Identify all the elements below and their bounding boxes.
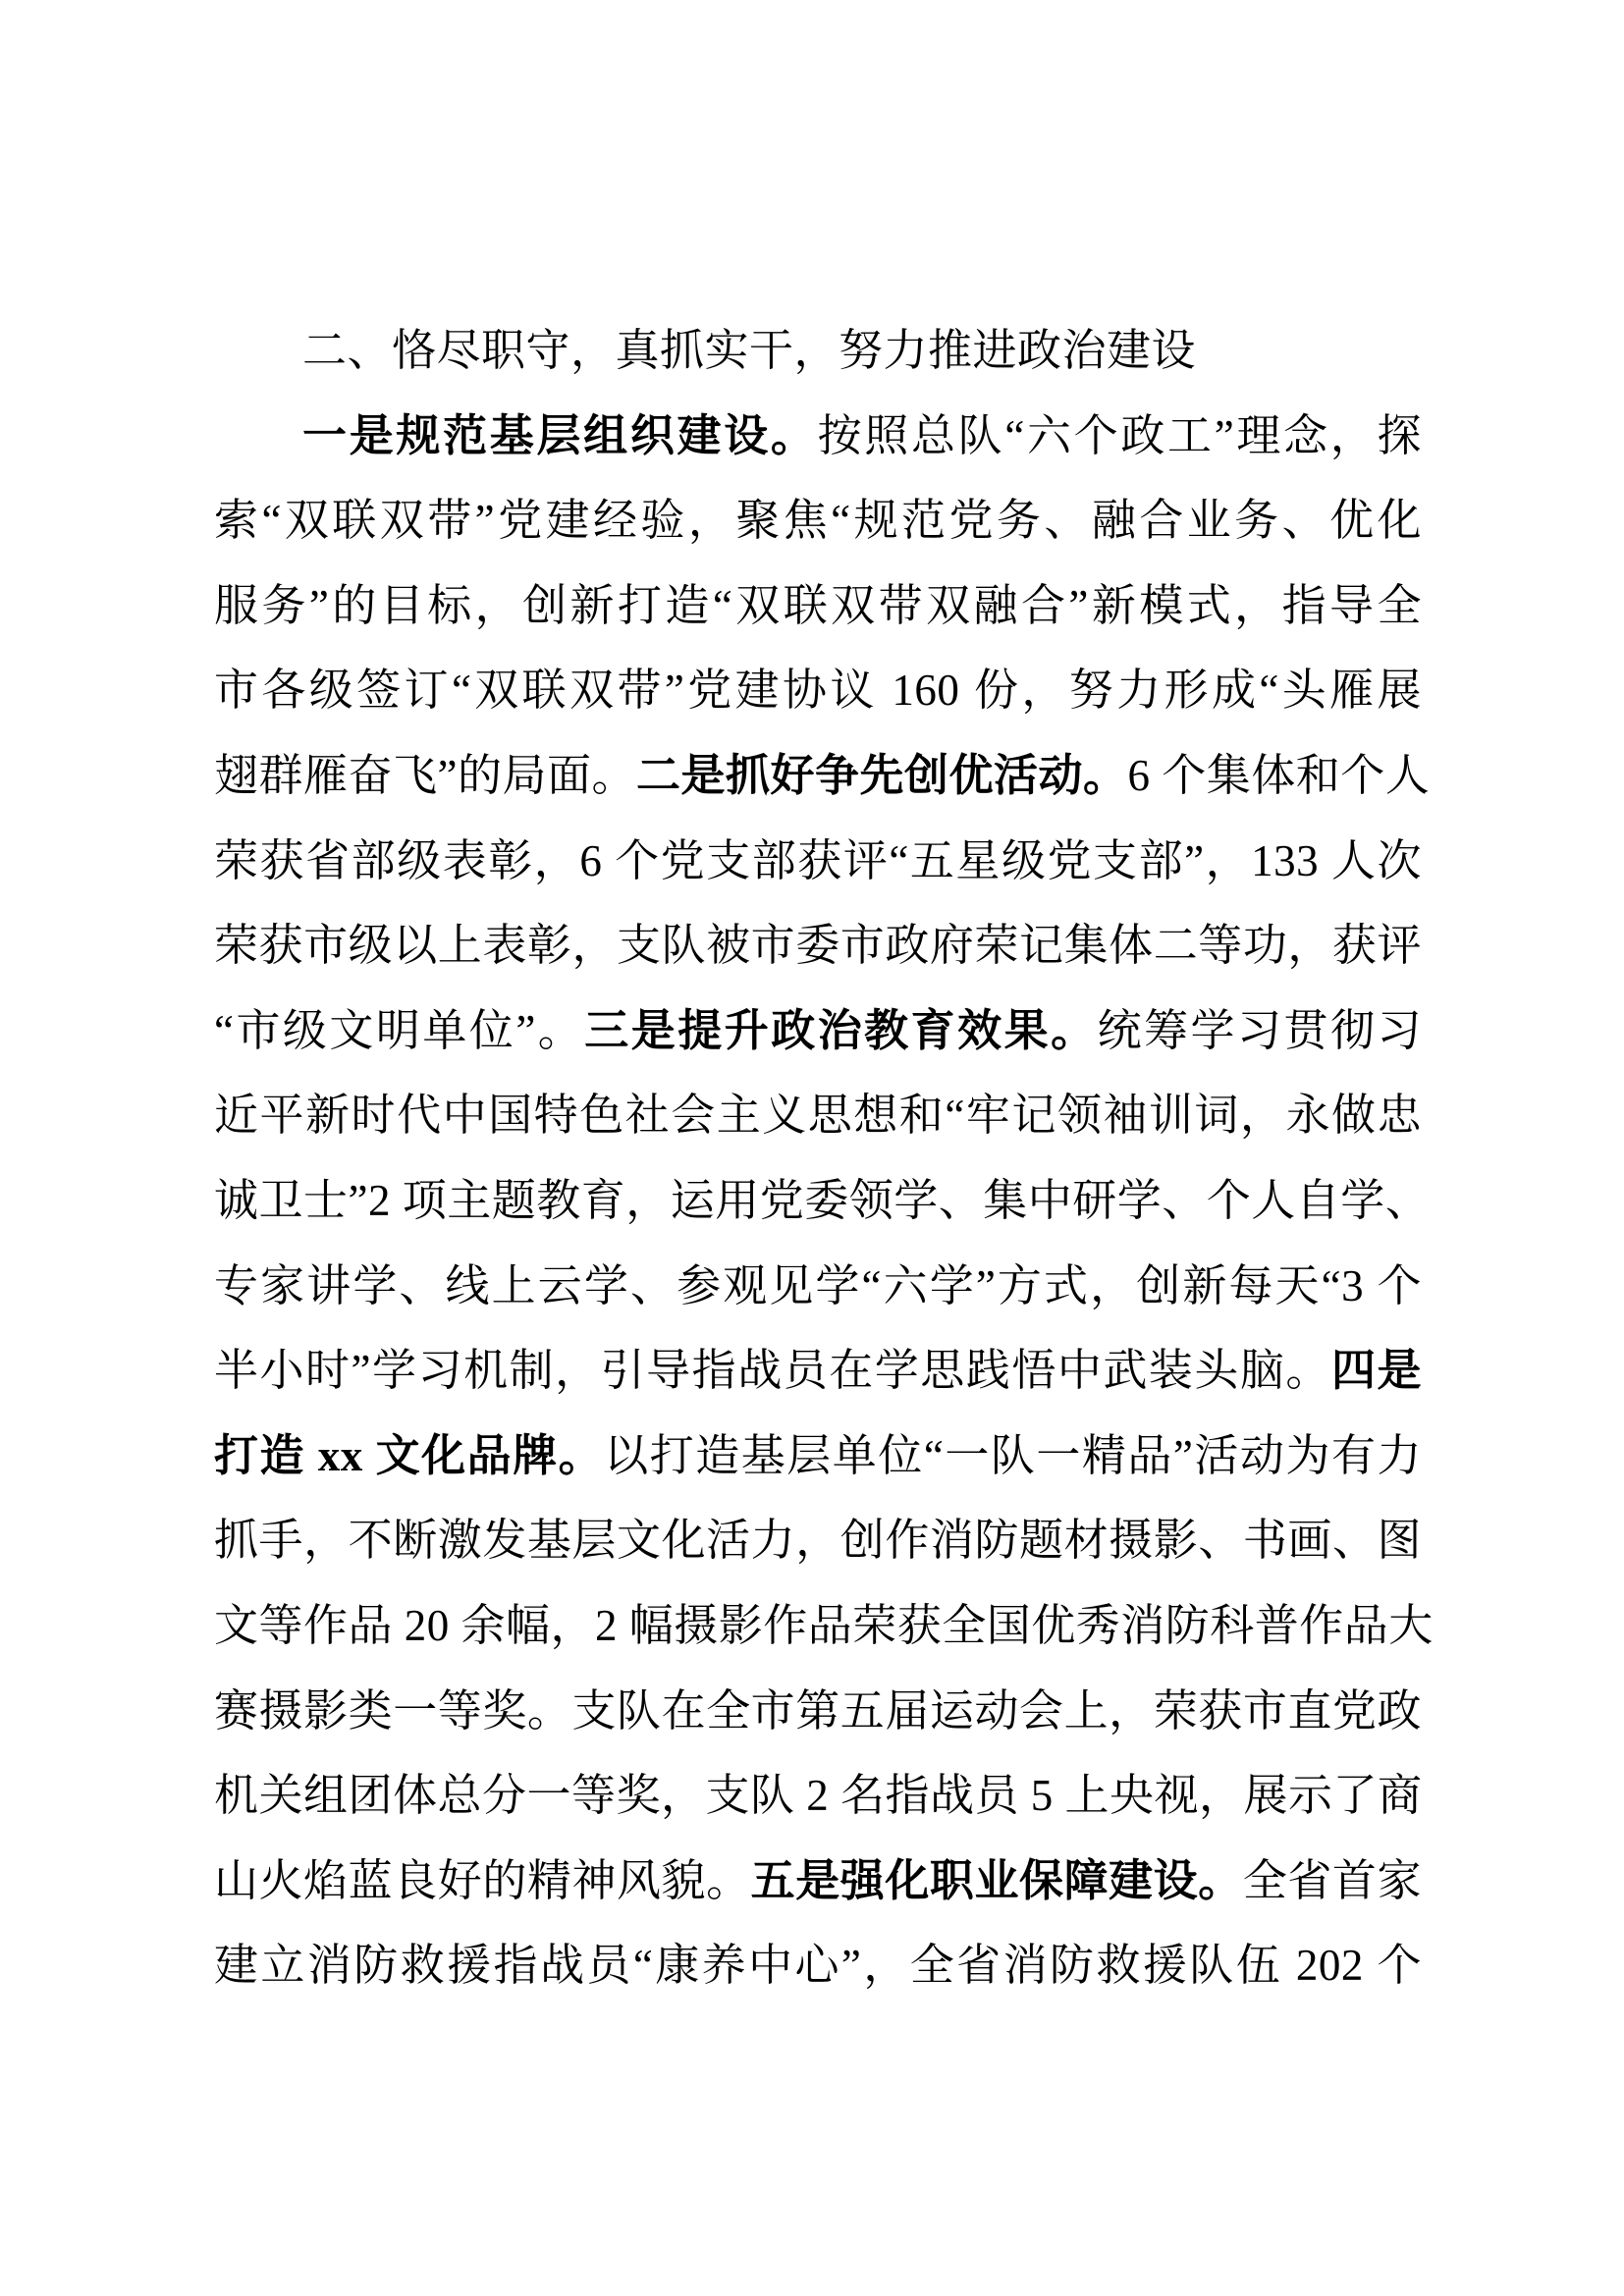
document-content (214, 308, 1434, 2008)
text-line (214, 1073, 1422, 1158)
text-segment: 翅群雁奋飞”的局面。 (214, 750, 636, 800)
bold-text-segment: 打造 xx 文化品牌。 (214, 1430, 605, 1480)
text-segment: 按照总队“六个政工”理念，探 (817, 410, 1422, 460)
text-segment: 机关组团体总分一等奖，支队 2 名指战员 5 上央视，展示了商 (214, 1771, 1423, 1821)
text-line (214, 394, 1422, 479)
text-line (214, 563, 1422, 649)
text-line (214, 903, 1422, 988)
text-line (214, 1158, 1431, 1244)
bold-text-segment: 四是 (1330, 1346, 1422, 1396)
bold-text-segment: 一是规范基层组织建设。 (302, 410, 818, 460)
text-line (214, 733, 1431, 819)
text-segment: 文等作品 20 余幅，2 幅摄影作品荣获全国优秀消防科普作品大 (214, 1600, 1434, 1650)
text-segment: 半小时”学习机制，引导指战员在学思践悟中武装头脑。 (214, 1346, 1331, 1396)
text-line (214, 1839, 1422, 1924)
text-segment: “市级文明单位”。 (214, 1005, 585, 1055)
text-segment: 诚卫士”2 项主题教育，运用党委领学、集中研学、个人自学、 (214, 1175, 1431, 1225)
text-line (214, 1753, 1422, 1839)
text-segment: 市各级签订“双联双带”党建协议 160 份，努力形成“头雁展 (214, 666, 1422, 716)
text-segment: 近平新时代中国特色社会主义思想和“牢记领袖训词，永做忠 (214, 1091, 1422, 1141)
bold-text-segment: 三是提升政治教育效果。 (584, 1005, 1098, 1055)
text-segment: 赛摄影类一等奖。支队在全市第五届运动会上，荣获市直党政 (214, 1685, 1422, 1735)
text-line (214, 1583, 1434, 1669)
bold-text-segment: 五是强化职业保障建设。 (750, 1855, 1243, 1905)
text-segment: 6 个集体和个人 (1127, 750, 1431, 800)
text-segment: 统筹学习贯彻习 (1097, 1005, 1422, 1055)
text-line (214, 1669, 1422, 1754)
bold-text-segment: 二是抓好争先创优活动。 (635, 750, 1128, 800)
text-line (214, 648, 1422, 733)
body-paragraph (214, 394, 1434, 2008)
text-segment: 山火焰蓝良好的精神风貌。 (214, 1855, 751, 1905)
text-line (214, 1414, 1422, 1499)
text-segment: 服务”的目标，创新打造“双联双带双融合”新模式，指导全 (214, 580, 1422, 630)
text-segment: 荣获市级以上表彰，支队被市委市政府荣记集体二等功，获评 (214, 921, 1422, 971)
text-segment: 全省首家 (1242, 1855, 1422, 1905)
text-line (214, 1244, 1422, 1329)
text-line (214, 988, 1422, 1074)
text-line (214, 478, 1422, 563)
text-line (214, 819, 1422, 904)
text-segment: 专家讲学、线上云学、参观见学“六学”方式，创新每天“3 个 (214, 1260, 1422, 1310)
text-line (214, 1328, 1422, 1414)
text-segment: 建立消防救援指战员“康养中心”，全省消防救援队伍 202 个 (214, 1941, 1422, 1991)
section-heading: 二、恪尽职守，真抓实干，努力推进政治建设 (302, 326, 1197, 375)
text-segment: 索“双联双带”党建经验，聚焦“规范党务、融合业务、优化 (214, 496, 1422, 546)
text-segment: 抓手，不断激发基层文化活力，创作消防题材摄影、书画、图 (214, 1516, 1422, 1566)
text-line (214, 1498, 1422, 1583)
text-segment: 以打造基层单位“一队一精品”活动为有力 (604, 1430, 1422, 1480)
text-segment: 荣获省部级表彰，6 个党支部获评“五星级党支部”，133 人次 (214, 835, 1422, 885)
text-line (214, 1923, 1422, 2008)
